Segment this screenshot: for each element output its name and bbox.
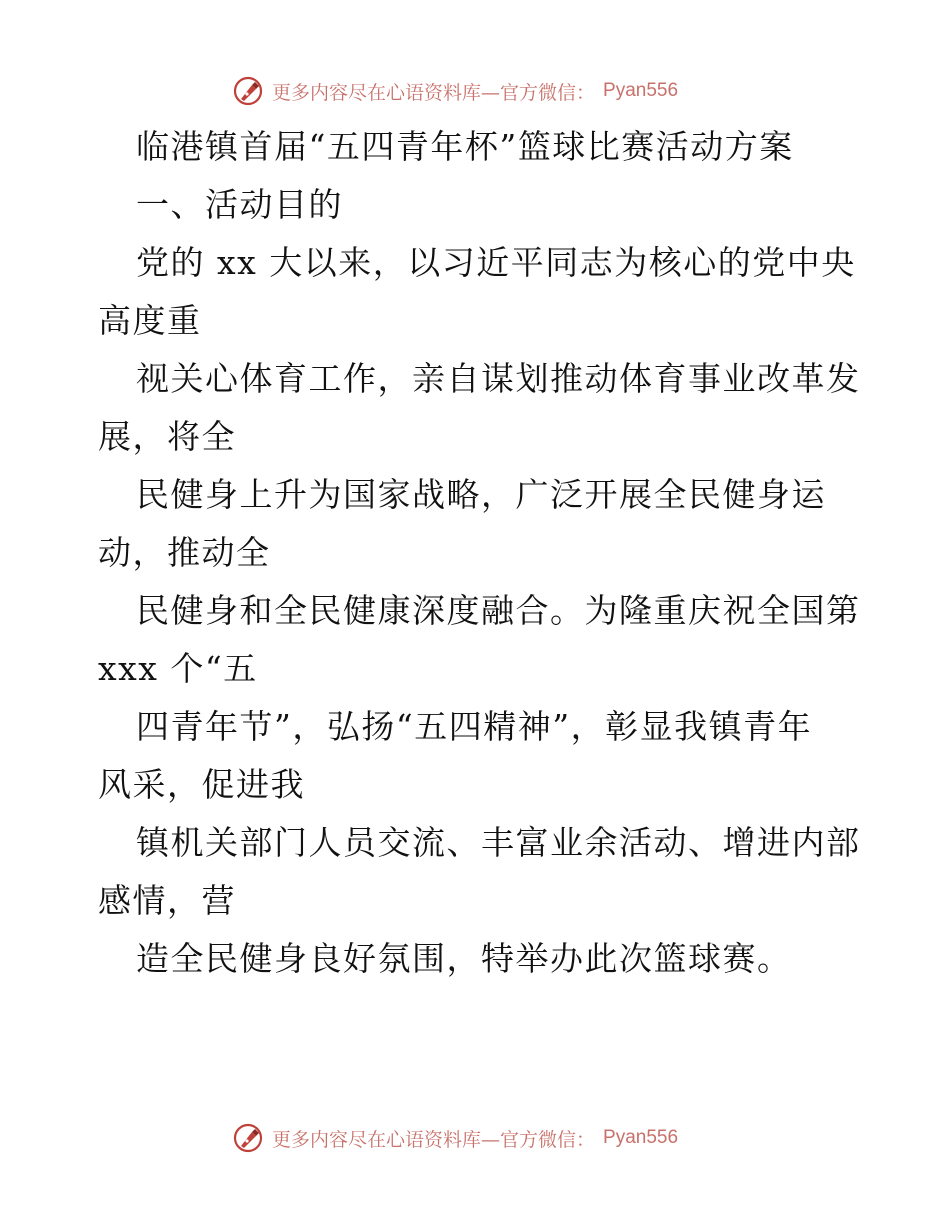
paragraph-line: 视关心体育工作，亲自谋划推动体育事业改革发 (136, 359, 861, 398)
paragraph-line: 展，将全 (98, 417, 236, 456)
document-body (98, 118, 861, 988)
pen-nib-logo-icon (232, 75, 264, 107)
section-heading: 一、活动目的 (136, 185, 343, 224)
banner-text: 更多内容尽在心语资料库—官方微信： (272, 81, 596, 104)
document-title: 临港镇首届“五四青年杯”篮球比赛活动方案 (136, 127, 794, 166)
banner-wechat-id: Pyan556 (603, 1127, 679, 1148)
paragraph-line: 造全民健身良好氛围，特举办此次篮球赛。 (136, 939, 792, 978)
paragraph-line: 感情，营 (98, 881, 236, 920)
pen-nib-logo-icon (232, 1122, 264, 1154)
paragraph-line: xxx 个“五 (98, 649, 258, 688)
header-banner (232, 74, 752, 108)
banner-text: 更多内容尽在心语资料库—官方微信： (272, 1128, 596, 1151)
banner-wechat-id: Pyan556 (603, 80, 679, 101)
paragraph-line: 风采，促进我 (98, 765, 305, 804)
paragraph-line: 高度重 (98, 301, 202, 340)
paragraph-line: 民健身上升为国家战略，广泛开展全民健身运 (136, 475, 826, 514)
paragraph-line: 四青年节”，弘扬“五四精神”，彰显我镇青年 (136, 707, 813, 746)
paragraph-line: 党的 xx 大以来，以习近平同志为核心的党中央 (136, 243, 856, 282)
paragraph-line: 镇机关部门人员交流、丰富业余活动、增进内部 (136, 823, 861, 862)
paragraph-line: 民健身和全民健康深度融合。为隆重庆祝全国第 (136, 591, 861, 630)
footer-banner (232, 1121, 752, 1155)
paragraph-line: 动，推动全 (98, 533, 271, 572)
